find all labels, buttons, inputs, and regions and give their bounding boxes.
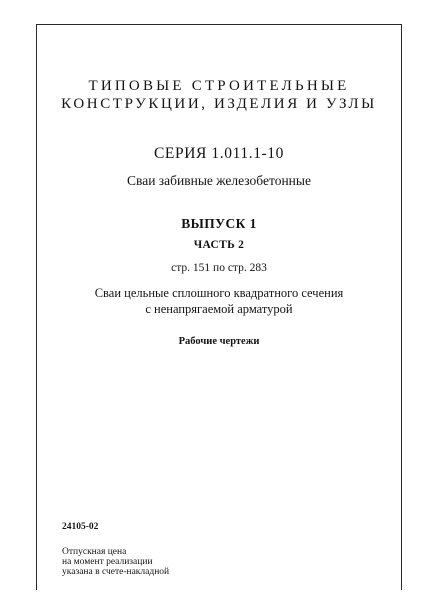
page-range: стр. 151 по стр. 283 — [171, 262, 267, 274]
series-title: СЕРИЯ 1.011.1-10 — [153, 145, 285, 162]
price-note-line-2: на момент реализации — [62, 557, 153, 567]
drawings-label: Рабочие чертежи — [178, 336, 260, 347]
price-note-line-3: указана в счете-накладной — [62, 567, 170, 577]
subject-title: Сваи забивные железобетонные — [127, 173, 311, 188]
part-label: ЧАСТЬ 2 — [193, 239, 245, 251]
description-line-2: с ненапрягаемой арматурой — [145, 302, 293, 316]
heading-line-2: КОНСТРУКЦИИ, ИЗДЕЛИЯ И УЗЛЫ — [61, 96, 377, 112]
price-note-line-1: Отпускная цена — [62, 547, 127, 557]
heading-line-1: ТИПОВЫЕ СТРОИТЕЛЬНЫЕ — [88, 78, 350, 94]
description-line-1: Сваи цельные сплошного квадратного сечения — [94, 286, 344, 300]
issue-label: ВЫПУСК 1 — [181, 216, 257, 231]
document-code: 24105-02 — [62, 522, 99, 532]
